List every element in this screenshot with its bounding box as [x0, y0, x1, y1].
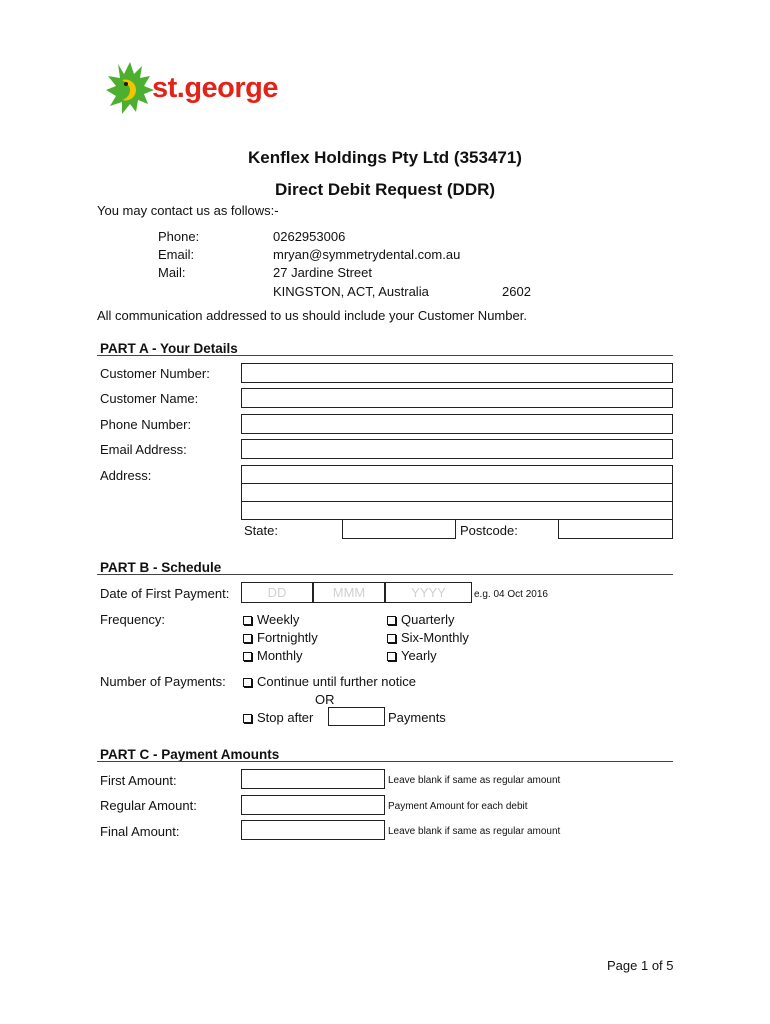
checkbox-icon[interactable] [387, 652, 396, 661]
checkbox-icon[interactable] [243, 634, 252, 643]
phone-label: Phone: [158, 229, 200, 244]
freq-yearly-label: Yearly [401, 648, 437, 663]
freq-quarterly-label: Quarterly [401, 612, 455, 627]
first-amount-field[interactable] [241, 769, 385, 789]
date-example-hint: e.g. 04 Oct 2016 [474, 589, 548, 600]
part-b-heading: PART B - Schedule [100, 560, 222, 575]
part-a-heading: PART A - Your Details [100, 341, 238, 356]
communication-note: All communication addressed to us should include your Customer Number. [97, 308, 527, 323]
email-value: mryan@symmetrydental.com.au [273, 247, 461, 262]
address-label: Address: [100, 468, 152, 483]
email-address-field[interactable] [241, 439, 673, 459]
continue-option-label: Continue until further notice [257, 674, 416, 689]
final-amount-field[interactable] [241, 820, 385, 840]
state-field[interactable] [342, 519, 456, 539]
first-amount-hint: Leave blank if same as regular amount [388, 775, 561, 786]
email-label: Email: [158, 247, 195, 262]
or-text: OR [315, 692, 335, 707]
date-year-field[interactable]: YYYY [385, 582, 472, 603]
mail-street: 27 Jardine Street [273, 265, 373, 280]
mail-label: Mail: [158, 265, 186, 280]
continue-option[interactable] [243, 674, 416, 689]
address-line-1-field[interactable] [241, 465, 673, 484]
freq-weekly-label: Weekly [257, 612, 300, 627]
customer-name-label: Customer Name: [100, 391, 199, 406]
mail-postcode: 2602 [502, 284, 531, 299]
final-amount-hint: Leave blank if same as regular amount [388, 826, 561, 837]
freq-fortnightly-option[interactable] [243, 630, 318, 645]
first-amount-label: First Amount: [100, 773, 177, 788]
checkbox-icon[interactable] [243, 678, 252, 687]
phone-value: 0262953006 [273, 229, 346, 244]
stop-after-count-field[interactable] [328, 707, 385, 726]
regular-amount-label: Regular Amount: [100, 798, 197, 813]
state-label: State: [244, 523, 278, 538]
part-c-rule [97, 761, 673, 762]
postcode-label: Postcode: [460, 523, 518, 538]
checkbox-icon[interactable] [387, 634, 396, 643]
regular-amount-hint: Payment Amount for each debit [388, 801, 528, 812]
part-a-rule [97, 355, 673, 356]
frequency-label: Frequency: [100, 612, 166, 627]
address-line-2-field[interactable] [241, 483, 673, 502]
freq-six-monthly-label: Six-Monthly [401, 630, 469, 645]
email-address-label: Email Address: [100, 442, 187, 457]
checkbox-icon[interactable] [243, 652, 252, 661]
part-b-rule [97, 574, 673, 575]
payments-suffix: Payments [388, 710, 446, 725]
postcode-field[interactable] [558, 519, 673, 539]
number-of-payments-label: Number of Payments: [100, 674, 226, 689]
dragon-icon [104, 60, 156, 116]
customer-number-label: Customer Number: [100, 366, 210, 381]
freq-monthly-label: Monthly [257, 648, 303, 663]
stop-after-label: Stop after [257, 710, 314, 725]
checkbox-icon[interactable] [243, 714, 252, 723]
final-amount-label: Final Amount: [100, 824, 180, 839]
checkbox-icon[interactable] [243, 616, 252, 625]
phone-number-label: Phone Number: [100, 417, 192, 432]
freq-quarterly-option[interactable] [387, 612, 454, 627]
freq-monthly-option[interactable] [243, 648, 303, 663]
first-payment-date-label: Date of First Payment: [100, 586, 230, 601]
freq-weekly-option[interactable] [243, 612, 299, 627]
regular-amount-field[interactable] [241, 795, 385, 815]
freq-yearly-option[interactable] [387, 648, 437, 663]
date-month-field[interactable]: MMM [313, 582, 385, 603]
date-day-field[interactable]: DD [241, 582, 313, 603]
part-c-heading: PART C - Payment Amounts [100, 747, 280, 762]
phone-number-field[interactable] [241, 414, 673, 434]
mail-city: KINGSTON, ACT, Australia [273, 284, 429, 299]
brand-logo [104, 60, 294, 120]
page-indicator: Page 1 of 5 [607, 958, 674, 973]
freq-six-monthly-option[interactable] [387, 630, 469, 645]
freq-fortnightly-label: Fortnightly [257, 630, 318, 645]
customer-number-field[interactable] [241, 363, 673, 383]
contact-intro: You may contact us as follows:- [97, 203, 279, 218]
address-line-3-field[interactable] [241, 501, 673, 520]
customer-name-field[interactable] [241, 388, 673, 408]
brand-wordmark: st.george [152, 72, 279, 104]
form-title: Direct Debit Request (DDR) [274, 180, 496, 199]
stop-after-option[interactable] [243, 710, 313, 725]
checkbox-icon[interactable] [387, 616, 396, 625]
company-title: Kenflex Holdings Pty Ltd (353471) [248, 148, 522, 167]
